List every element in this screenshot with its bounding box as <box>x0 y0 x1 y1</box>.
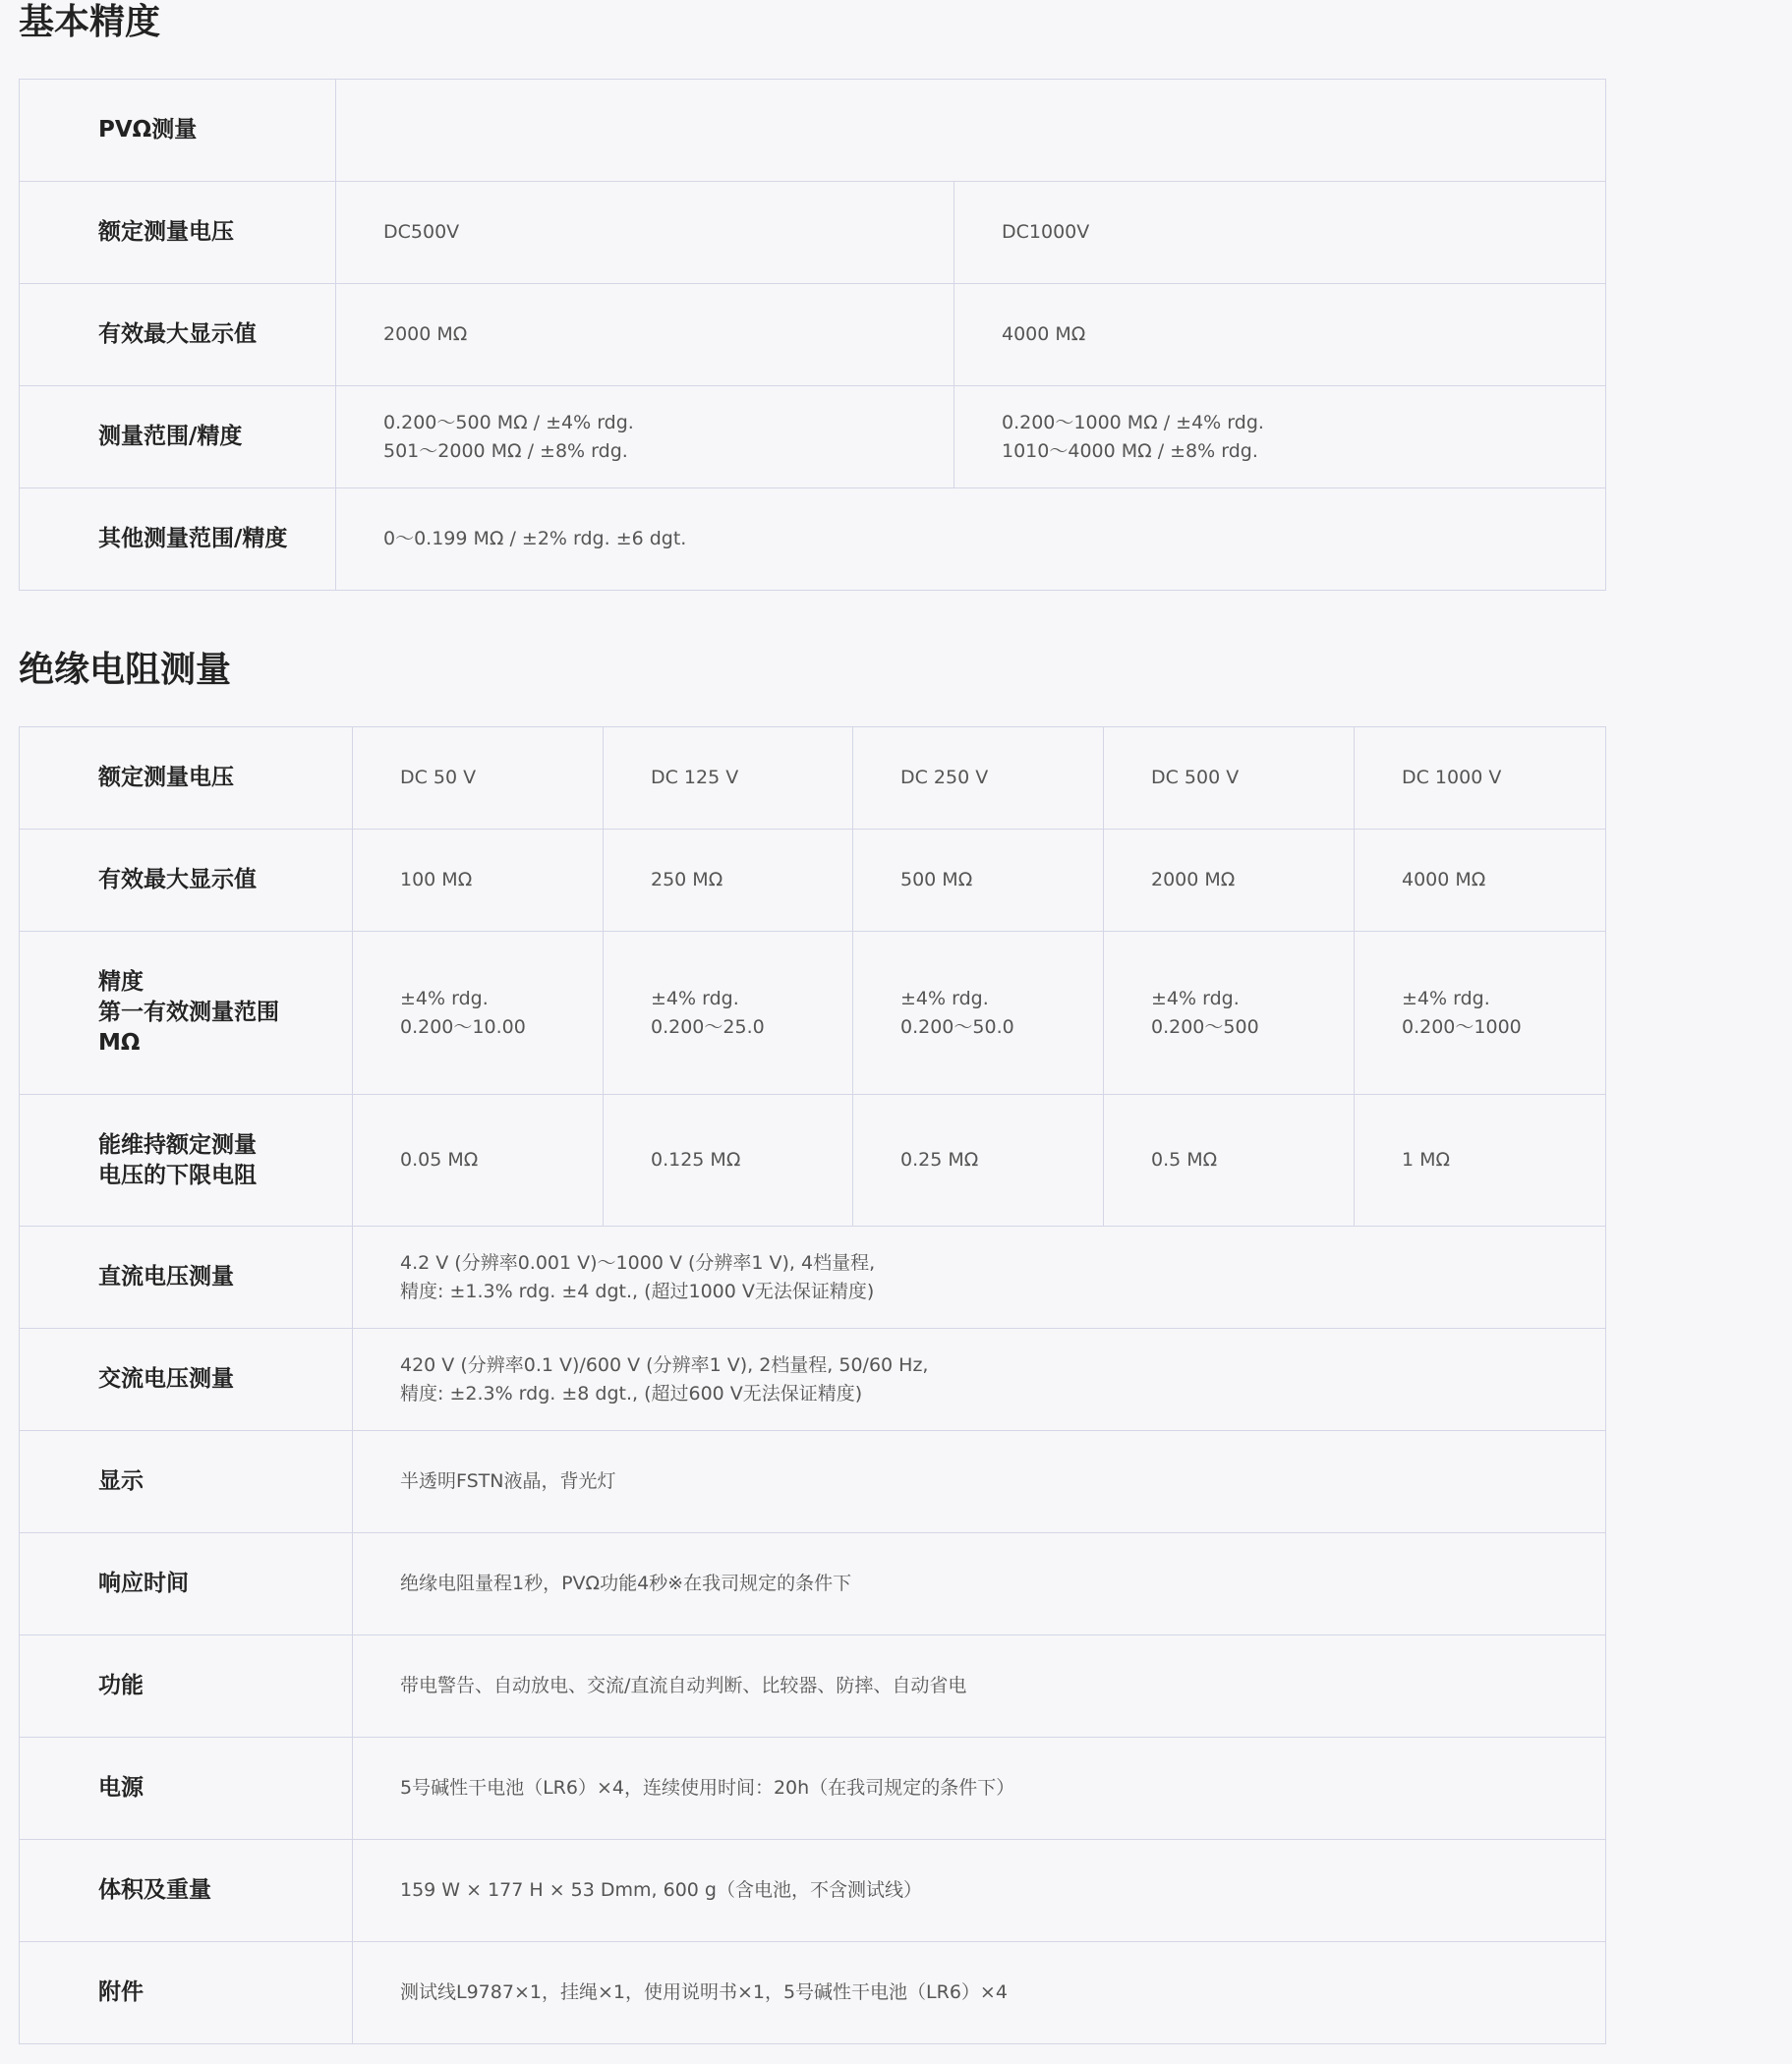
table-cell: DC 1000 V <box>1355 727 1606 830</box>
table-row <box>20 1329 1606 1431</box>
table-cell: DC1000V <box>954 182 1606 284</box>
table-row <box>20 932 1606 1095</box>
table-cell: 2000 MΩ <box>336 284 954 386</box>
table-cell: ±4% rdg. 0.200～10.00 <box>353 932 604 1095</box>
table-cell: ±4% rdg. 0.200～1000 <box>1355 932 1606 1095</box>
table-cell: DC500V <box>336 182 954 284</box>
row-label: 显示 <box>20 1431 353 1533</box>
table-cell: 0.5 MΩ <box>1104 1095 1355 1227</box>
basic-accuracy-table <box>19 79 1606 591</box>
row-label: 精度 第一有效测量范围 MΩ <box>20 932 353 1095</box>
row-label: 测量范围/精度 <box>20 386 336 488</box>
table-cell: ±4% rdg. 0.200～25.0 <box>604 932 853 1095</box>
row-label: 有效最大显示值 <box>20 284 336 386</box>
table-row <box>20 727 1606 830</box>
table-cell: 2000 MΩ <box>1104 830 1355 932</box>
table-cell: 4000 MΩ <box>1355 830 1606 932</box>
table-cell: 绝缘电阻量程1秒，PVΩ功能4秒※在我司规定的条件下 <box>353 1533 1606 1635</box>
section-title-basic-accuracy: 基本精度 <box>19 2 161 42</box>
table-cell-empty <box>336 80 1606 182</box>
row-label: 其他测量范围/精度 <box>20 488 336 591</box>
table-cell: 4.2 V (分辨率0.001 V)～1000 V (分辨率1 V), 4档量程, 精度: ±1.3% rdg. ±4 dgt., (超过1000 V无法保证精度) <box>353 1227 1606 1329</box>
table-row <box>20 1227 1606 1329</box>
row-label: PVΩ测量 <box>20 80 336 182</box>
row-label: 体积及重量 <box>20 1840 353 1942</box>
table-row <box>20 1431 1606 1533</box>
row-label: 能维持额定测量 电压的下限电阻 <box>20 1095 353 1227</box>
table-cell: 1 MΩ <box>1355 1095 1606 1227</box>
row-label: 附件 <box>20 1942 353 2044</box>
table-cell: 159 W × 177 H × 53 Dmm, 600 g（含电池，不含测试线） <box>353 1840 1606 1942</box>
table-row <box>20 1840 1606 1942</box>
table-row <box>20 1942 1606 2044</box>
table-cell: 250 MΩ <box>604 830 853 932</box>
table-cell: 0.125 MΩ <box>604 1095 853 1227</box>
table-cell: 带电警告、自动放电、交流/直流自动判断、比较器、防摔、自动省电 <box>353 1635 1606 1738</box>
table-cell: 5号碱性干电池（LR6）×4，连续使用时间：20h（在我司规定的条件下） <box>353 1738 1606 1840</box>
table-cell: 0.25 MΩ <box>853 1095 1104 1227</box>
table-cell: 0.200～500 MΩ / ±4% rdg. 501～2000 MΩ / ±8% rdg. <box>336 386 954 488</box>
table-cell: 100 MΩ <box>353 830 604 932</box>
row-label: 功能 <box>20 1635 353 1738</box>
table-cell: 半透明FSTN液晶，背光灯 <box>353 1431 1606 1533</box>
row-label: 电源 <box>20 1738 353 1840</box>
insulation-table <box>19 726 1606 2044</box>
row-label: 响应时间 <box>20 1533 353 1635</box>
row-label: 额定测量电压 <box>20 182 336 284</box>
table-cell: ±4% rdg. 0.200～500 <box>1104 932 1355 1095</box>
table-row <box>20 488 1606 591</box>
table-cell: ±4% rdg. 0.200～50.0 <box>853 932 1104 1095</box>
row-label: 交流电压测量 <box>20 1329 353 1431</box>
table-row <box>20 1095 1606 1227</box>
table-row <box>20 80 1606 182</box>
table-cell: DC 50 V <box>353 727 604 830</box>
table-cell: 测试线L9787×1，挂绳×1，使用说明书×1，5号碱性干电池（LR6）×4 <box>353 1942 1606 2044</box>
table-cell: DC 500 V <box>1104 727 1355 830</box>
table-row <box>20 1533 1606 1635</box>
table-cell: DC 125 V <box>604 727 853 830</box>
row-label: 有效最大显示值 <box>20 830 353 932</box>
table-row <box>20 284 1606 386</box>
row-label: 直流电压测量 <box>20 1227 353 1329</box>
table-cell: 0.05 MΩ <box>353 1095 604 1227</box>
table-row <box>20 1738 1606 1840</box>
section-title-insulation: 绝缘电阻测量 <box>19 650 232 690</box>
table-cell: 500 MΩ <box>853 830 1104 932</box>
table-cell: 0～0.199 MΩ / ±2% rdg. ±6 dgt. <box>336 488 1606 591</box>
table-cell: 4000 MΩ <box>954 284 1606 386</box>
row-label: 额定测量电压 <box>20 727 353 830</box>
table-row <box>20 1635 1606 1738</box>
table-cell: 420 V (分辨率0.1 V)/600 V (分辨率1 V), 2档量程, 50/60 Hz, 精度: ±2.3% rdg. ±8 dgt., (超过600 V无法保证精度) <box>353 1329 1606 1431</box>
table-row <box>20 386 1606 488</box>
table-cell: DC 250 V <box>853 727 1104 830</box>
table-row <box>20 182 1606 284</box>
table-cell: 0.200～1000 MΩ / ±4% rdg. 1010～4000 MΩ / ±8% rdg. <box>954 386 1606 488</box>
table-row <box>20 830 1606 932</box>
